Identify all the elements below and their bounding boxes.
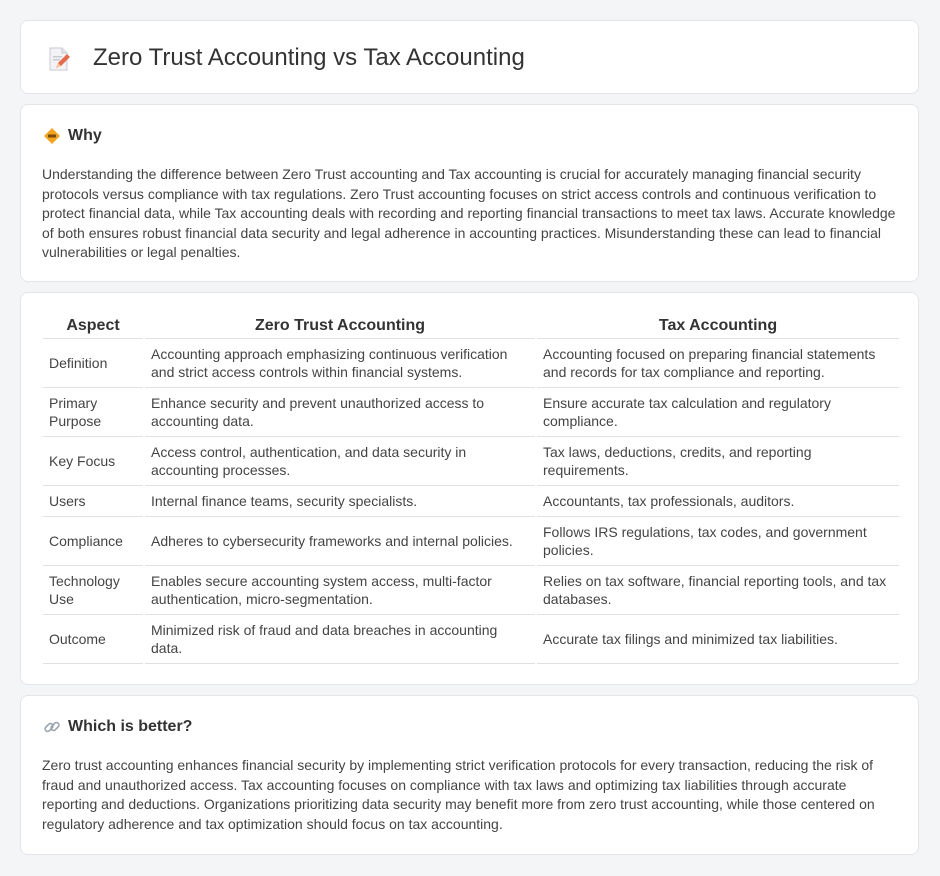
tax-cell: Tax laws, deductions, credits, and reporting requirements. bbox=[536, 437, 899, 486]
title-card bbox=[20, 20, 919, 94]
table-row bbox=[43, 437, 899, 486]
comparison-table bbox=[43, 315, 899, 664]
table-row bbox=[43, 517, 899, 566]
aspect-cell: Outcome bbox=[43, 615, 144, 664]
why-text: Understanding the difference between Zero Trust accounting and Tax accounting is crucial for accurately managing financial security protocols versus compliance with tax regulations. Zero Trust accounting focuses on strict access controls and continuous verification to protect financial data, while Tax accounting deals with recording and reporting financial transactions to meet tax laws. Accurate knowledge of both ensures robust financial data security and legal adherence in accounting practices. Misunderstanding these can lead to financial vulnerabilities or legal penalties. bbox=[42, 166, 896, 260]
table-row bbox=[43, 388, 899, 437]
why-section bbox=[20, 104, 919, 282]
zero-trust-cell: Accounting approach emphasizing continuous verification and strict access controls within financial systems. bbox=[144, 339, 536, 388]
tax-cell: Follows IRS regulations, tax codes, and government policies. bbox=[536, 517, 899, 566]
table-row bbox=[43, 486, 899, 517]
zero-trust-cell: Minimized risk of fraud and data breaches in accounting data. bbox=[144, 615, 536, 664]
better-heading bbox=[43, 718, 192, 736]
aspect-cell: Users bbox=[43, 486, 144, 517]
header-aspect: Aspect bbox=[43, 315, 144, 339]
zero-trust-cell: Adheres to cybersecurity frameworks and internal policies. bbox=[144, 517, 536, 566]
page-title: Zero Trust Accounting vs Tax Accounting bbox=[93, 44, 525, 71]
why-heading bbox=[43, 127, 102, 145]
zero-trust-cell: Enhance security and prevent unauthorized access to accounting data. bbox=[144, 388, 536, 437]
tax-cell: Accurate tax filings and minimized tax liabilities. bbox=[536, 615, 899, 664]
header-tax: Tax Accounting bbox=[536, 315, 899, 339]
tax-cell: Accounting focused on preparing financial statements and records for tax compliance and reporting. bbox=[536, 339, 899, 388]
aspect-cell: Primary Purpose bbox=[43, 388, 144, 437]
table-row bbox=[43, 566, 899, 615]
table-row bbox=[43, 339, 899, 388]
aspect-cell: Definition bbox=[43, 339, 144, 388]
aspect-cell: Technology Use bbox=[43, 566, 144, 615]
tax-cell: Relies on tax software, financial reporting tools, and tax databases. bbox=[536, 566, 899, 615]
aspect-cell: Compliance bbox=[43, 517, 144, 566]
better-title: Which is better? bbox=[68, 718, 193, 735]
table-header-row bbox=[43, 315, 899, 339]
document-pencil-icon bbox=[47, 46, 71, 72]
diamond-sign-icon bbox=[43, 127, 61, 145]
why-title: Why bbox=[68, 127, 102, 144]
zero-trust-cell: Access control, authentication, and data security in accounting processes. bbox=[144, 437, 536, 486]
table-row bbox=[43, 615, 899, 664]
zero-trust-cell: Enables secure accounting system access, multi-factor authentication, micro-segmentation. bbox=[144, 566, 536, 615]
link-icon bbox=[43, 718, 61, 736]
aspect-cell: Key Focus bbox=[43, 437, 144, 486]
tax-cell: Accountants, tax professionals, auditors. bbox=[536, 486, 899, 517]
tax-cell: Ensure accurate tax calculation and regulatory compliance. bbox=[536, 388, 899, 437]
header-zero-trust: Zero Trust Accounting bbox=[144, 315, 536, 339]
which-better-section bbox=[20, 695, 919, 855]
better-text: Zero trust accounting enhances financial security by implementing strict verification protocols for every transaction, reducing the risk of fraud and unauthorized access. Tax accounting focuses on compliance with tax laws and optimizing tax liabilities through accurate reporting and deductions. Organizations prioritizing data security may benefit more from zero trust accounting, while those centered on regulatory adherence and tax optimization should focus on tax accounting. bbox=[42, 757, 875, 832]
comparison-section bbox=[20, 292, 919, 685]
zero-trust-cell: Internal finance teams, security specialists. bbox=[144, 486, 536, 517]
